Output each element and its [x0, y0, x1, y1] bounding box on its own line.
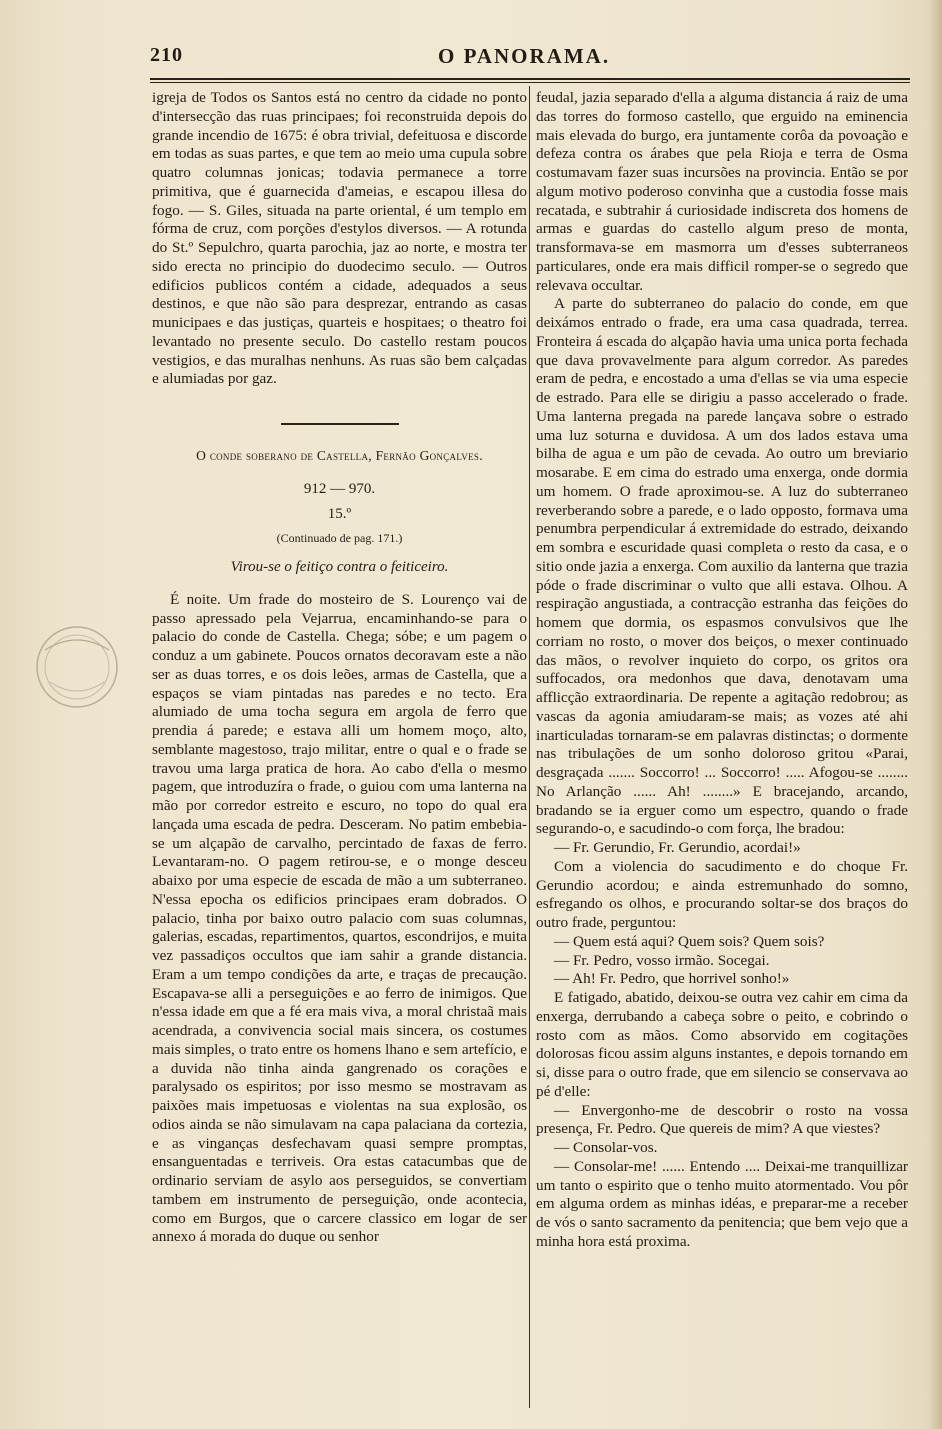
right-column — [536, 89, 908, 1252]
dialogue-line-2: — Quem está aqui? Quem sois? Quem sois? — [554, 932, 825, 950]
intro-paragraph: igreja de Todos os Santos está no centro da cidade no ponto d'intersecção das ruas principaes; foi reconstruida depois do grande incendio de 1675: é obra trivial, defeituosa e discorde em todas as suas partes, e que tem ao meio uma cupula sobre quatro columnas jonicas; todavia permanece a torre primitiva, que é guarnecida d'ameias, e escapou illesa do fogo. — S. Giles, situada na parte oriental, é um templo em fórma de cruz, com porções d'estylos diversos. — A rotunda do St.º Sepulchro, quarta parochia, jaz ao norte, e mostra ter sido erecta no principio do duodecimo seculo. — Outros edificios publicos contém a cidade, adequados a seus destinos, e que não são para desprezar, entrando as casas municipaes e das justiças, quarteis e hospitaes; o theatro foi levantado no presente seculo. Do castello restam poucos vestigios, e das muralhas nenhuns. As ruas são bem calçadas e alumiadas por gaz. — [152, 89, 527, 388]
page-number: 210 — [150, 44, 183, 66]
dialogue-line-6: — Consolar-vos. — [554, 1139, 658, 1156]
dates: 912 — 970. — [303, 480, 376, 497]
chapter-number: 15.º — [327, 505, 352, 522]
dialogue-line-5: — Envergonho-me de descobrir o rosto na vossa presença, Fr. Pedro. Que quereis de mim? A que viestes? — [536, 1101, 908, 1138]
chapter-subtitle: Virou-se o feitiço contra o feiticeiro. — [230, 559, 449, 575]
dialogue-line-1: — Fr. Gerundio, Fr. Gerundio, acordai!» — [554, 839, 801, 856]
dialogue-line-3: — Fr. Pedro, vosso irmão. Socegai. — [554, 951, 770, 969]
page-header — [150, 44, 611, 74]
left-column — [152, 89, 527, 1247]
header-rule — [150, 78, 910, 83]
dialogue-line-7: — Consolar-me! ...... Entendo .... Deixai-me tranquillizar um tanto o espirito que o tenho muito atormentado. Vou pôr em alguma ordem as minhas idéas, e preparar-me a receber de vós o santo sacramento da penitencia; que bem vejo que a minha hora está proxima. — [536, 1157, 908, 1250]
paragraph-4: E fatigado, abatido, deixou-se outra vez cahir em cima da enxerga, derrubando a cabeça sobre o peito, e cobrindo o rosto com as mãos. Como absorvido em cogitações dolorosas ficou assim alguns instantes, e depois tornando em si, disse para o outro frade, que em silencio se conservava ao pé d'elle: — [536, 989, 908, 1100]
column-divider — [529, 86, 530, 1408]
paragraph-3: Com a violencia do sacudimento e do choque Fr. Gerundio acordou; e ainda estremunhado do somno, esfregando os olhos, e procurando soltar-se dos braços do outro frade, perguntou: — [536, 857, 908, 931]
continued-note: (Continuado de pag. 171.) — [276, 531, 403, 546]
page-edge-shadow — [928, 0, 942, 1429]
dialogue-line-4: — Ah! Fr. Pedro, que horrivel sonho!» — [554, 970, 790, 988]
paragraph-1: feudal, jazia separado d'ella a alguma distancia á raiz de uma das torres do formoso castello, que erguido na eminencia mais elevada do burgo, era juntamente corôa da povoação e defeza contra os árabes que pela Rioja e terra de Osma costumavam fazer suas incursões na provincia. Então se por algum motivo poderoso convinha que a custodia fosse mais recatada, e subtrahir á curiosidade indiscreta dos homens de armas e guardas do castello algum preso de monta, transformava-se em masmorra um d'esses subterraneos particulares, onde era mais difficil romper-se o segredo que relevava occultar. — [536, 89, 908, 294]
paragraph-2: A parte do subterraneo do palacio do conde, em que deixámos entrado o frade, era uma casa quadrada, terrea. Fronteira á escada do alçapão havia uma unica porta fechada que dava provavelmente para algum corredor. As paredes eram de pedra, e encostado a uma d'ellas se via uma especie de estrado. Para elle se dirigiu a passo accelerado o frade. Uma lanterna pregada na parede lançava sobre o estrado uma luz soturna e duvidosa. A um dos lados estava uma bilha de agua e um pão de cevada. Ao outro um breviario mosarabe. E em cima do estrado uma enxerga, onde dormia um homem. O frade aproximou-se. A luz do subterraneo reverberando sobre a parede, e o lado opposto, formava uma penumbra perpendicular á extremidade do estrado, deixando em sombra e escuridade quasi completa o resto da casa, e o sitio onde jazia a enxerga. Com auxilio da lanterna que trazia póde o frade discriminar o vulto que alli estava. Olhou. A respiração angustiada, a contracção estranha das feições do homem que dormia, os espasmos convulsivos que lhe corriam no rosto, o mover dos beiços, o mexer continuado das mãos, o revolver inquieto do corpo, os gritos ora suffocados, ora medonhos que dava, denotavam uma afflicção extraordinaria. De repente a agitação redobrou; as vascas da agonia amiudaram-se mais; as vozes até ahi inarticuladas tornaram-se em palavras distinctas; o dormente nas tribulações de um sonho doloroso gritou «Parai, desgraçada ....... Soccorro! ... Soccorro! ..... Afogou-se ........ No Arlanção ...... Ah! ........» E bracejando, arcando, bradando se ia erguer como um espectro, quando o frade segurando-o, e sacudindo-o com força, lhe bradou: — [536, 295, 908, 838]
section-separator — [281, 423, 399, 425]
journal-title: O PANORAMA. — [438, 44, 611, 68]
section-title: O conde soberano de Castella, Fernão Gonçalves. — [196, 448, 483, 463]
stamp-icon — [30, 620, 124, 714]
story-paragraph: É noite. Um frade do mosteiro de S. Lourenço vai de passo apressado pela Vejarrua, encaminhando-se para o palacio do conde de Castella. Chega; sóbe; e um pagem o conduz a um gabinete. Poucos ornatos decoravam este a não ser as duas torres, e os dois leões, armas de Castella, que a espaços se viam pintadas nas paredes e no tecto. Era alumiado de uma tocha segura em argola de ferro que prendia á parede; e estava alli um homem moço, alto, semblante magestoso, trajo militar, entre o qual e o frade se travou uma larga pratica de hora. Ao cabo d'ella o mesmo pagem, que introduzíra o frade, o guiou com uma lanterna na mão por corredor estreito e escuro, no topo do qual era lançada uma escada de pedra. Desceram. No patim embebia-se um alçapão de carvalho, percintado de faxas de ferro. Levantaram-no. O pagem retirou-se, e o monge desceu abaixo por uma especie de escada de mão a um subterraneo. N'essa epocha os edificios principaes eram dobrados. O palacio, tinha por baixo outro palacio com suas columnas, galerias, escadas, repartimentos, quartos, escondrijos, e muita vez passadiços occultos que iam sahir a grande distancia. Eram a um tempo condições da arte, e traças de precaução. Escapava-se alli a perseguições e ao ferro de inimigos. Que n'essa idade em que a fé era mais viva, a moral christaã mais acendrada, a convivencia social mais sincera, os costumes mais simples, o trato entre os homens lhano e sem artefício, e a duvida não tinha ainda gangrenado os corações e paralysado os espiritos; por isso mesmo se mostravam as paixões mais impetuosas e violentas na sua explosão, os odios ainda se não simulavam na capa palaciana da cortezia, e as vinganças desfechavam quasi sempre promptas, ensanguentadas e terriveis. Ora estas catacumbas que de ordinario serviam de asylo aos perseguidos, se convertiam tambem em instrumento de perseguição, onde acontecia, como em Burgos, que o carcere classico em logar de ser annexo á morada do duque ou senhor — [152, 590, 527, 1246]
